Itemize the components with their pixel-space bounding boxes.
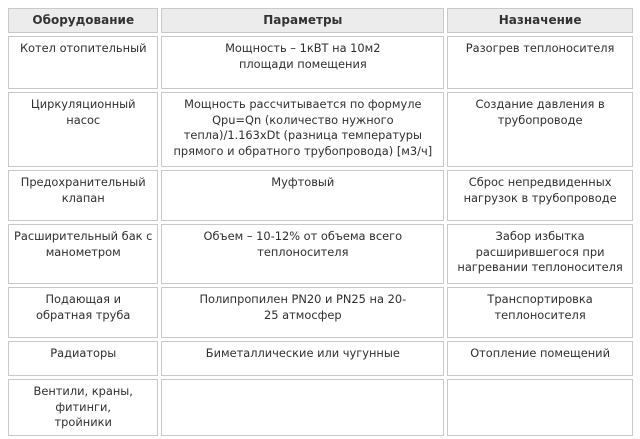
cell-equipment-text: Предохранительный клапан: [20, 175, 146, 205]
cell-equipment: Циркуляционный насос: [8, 92, 158, 167]
table-row: [8, 36, 633, 89]
cell-equipment: [8, 287, 158, 338]
header-purpose: Назначение: [447, 8, 633, 33]
cell-equipment: Радиаторы: [8, 341, 158, 376]
cell-purpose-text: Транспортировка теплоносителя: [487, 292, 593, 322]
cell-parameters: [161, 92, 444, 167]
cell-equipment: [8, 379, 158, 436]
cell-purpose: [447, 92, 633, 167]
header-equipment: Оборудование: [8, 8, 158, 33]
cell-parameters: [161, 379, 444, 436]
cell-parameters: Биметаллические или чугунные: [161, 341, 444, 376]
cell-purpose: [447, 224, 633, 284]
cell-parameters-text: Объем – 10-12% от объема всего теплоносителя: [203, 229, 403, 259]
table-row: [8, 379, 633, 436]
cell-parameters-text: Полипропилен PN20 и PN25 на 20-25 атмосфер: [199, 292, 407, 322]
table-row: [8, 170, 633, 221]
cell-parameters: [161, 287, 444, 338]
cell-parameters: [161, 224, 444, 284]
cell-purpose: Отопление помещений: [447, 341, 633, 376]
cell-purpose: [447, 170, 633, 221]
header-parameters: Параметры: [161, 8, 444, 33]
equipment-table: [5, 5, 636, 439]
header-row: [8, 8, 633, 33]
cell-purpose-text: Сброс непредвиденных нагрузок в трубопроводе: [463, 175, 617, 205]
cell-purpose-text: Забор избытка расширившегося при нагревании теплоносителя: [457, 229, 623, 274]
cell-purpose: Разогрев теплоносителя: [447, 36, 633, 89]
cell-equipment-text: Вентили, краны, фитинги, тройники: [33, 384, 133, 429]
cell-equipment-text: Подающая и обратная труба: [36, 292, 131, 322]
cell-purpose-text: Создание давления в трубопроводе: [475, 97, 605, 127]
table-row: [8, 341, 633, 376]
table-row: [8, 224, 633, 284]
cell-equipment: Котел отопительный: [8, 36, 158, 89]
cell-purpose: [447, 379, 633, 436]
cell-parameters-text: Мощность рассчитывается по формуле Qpu=Qn (количество нужного тепла)/1.163xDt (разница температуры прямого и обратного трубопровода) [м3/ч]: [173, 97, 433, 158]
cell-parameters: [161, 36, 444, 89]
cell-parameters: Муфтовый: [161, 170, 444, 221]
cell-purpose: [447, 287, 633, 338]
cell-parameters-text: Мощность – 1кВТ на 10м2 площади помещения: [225, 41, 381, 71]
cell-equipment: Расширительный бак с манометром: [8, 224, 158, 284]
cell-equipment: [8, 170, 158, 221]
table-row: [8, 92, 633, 167]
table-row: [8, 287, 633, 338]
